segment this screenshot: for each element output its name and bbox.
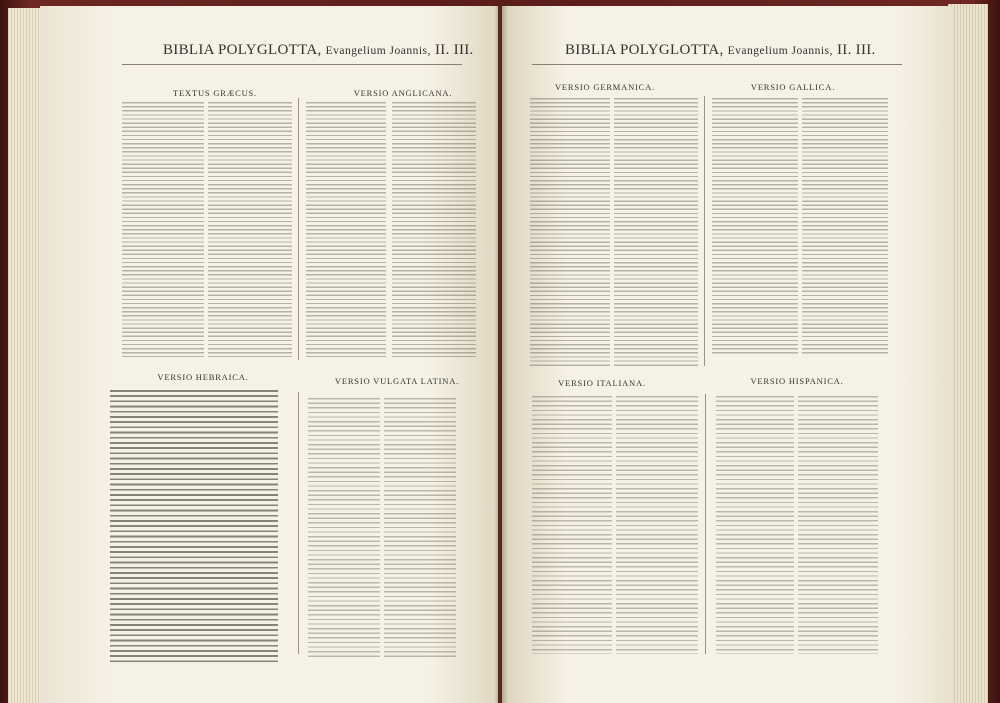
right-subtitle: Evangelium Joannis,	[727, 45, 833, 57]
col-versio-italiana: VERSIO ITALIANA.	[558, 378, 646, 388]
col-versio-hispanica: VERSIO HISPANICA.	[750, 376, 844, 386]
left-head-rule	[122, 64, 462, 65]
latin-text-a	[308, 398, 380, 660]
book-gutter	[494, 6, 508, 703]
column-divider-right	[704, 96, 705, 366]
english-text-b	[392, 102, 476, 357]
spanish-text-a	[716, 396, 794, 654]
left-title: BIBLIA POLYGLOTTA,	[163, 42, 322, 58]
german-text-a	[530, 98, 610, 366]
greek-text-a	[122, 102, 204, 357]
english-text-a	[306, 102, 386, 357]
left-subtitle: Evangelium Joannis,	[325, 45, 431, 57]
german-text-b	[614, 98, 698, 366]
greek-text-b	[208, 102, 292, 357]
right-page	[502, 6, 954, 703]
column-divider-lower	[298, 392, 299, 654]
hebrew-text	[110, 390, 278, 662]
latin-text-b	[384, 398, 456, 660]
left-running-head	[163, 42, 474, 59]
left-chapters: II. III.	[434, 42, 474, 58]
left-page	[40, 6, 498, 703]
right-head-rule	[532, 64, 902, 65]
french-text-a	[712, 98, 798, 356]
col-versio-gallica: VERSIO GALLICA.	[750, 82, 836, 92]
right-chapters: II. III.	[836, 42, 876, 58]
column-divider	[298, 98, 299, 360]
col-textus-graecus: TEXTUS GRÆCUS.	[173, 88, 257, 98]
spanish-text-b	[798, 396, 878, 654]
right-title: BIBLIA POLYGLOTTA,	[565, 42, 724, 58]
col-versio-hebraica: VERSIO HEBRAICA.	[157, 372, 249, 382]
french-text-b	[802, 98, 888, 356]
right-running-head	[565, 42, 876, 59]
column-divider-right-lower	[705, 394, 706, 654]
col-versio-vulgata: VERSIO VULGATA LATINA.	[334, 376, 460, 386]
page-edges-right	[948, 4, 988, 703]
col-versio-germanica: VERSIO GERMANICA.	[554, 82, 656, 92]
italian-text-a	[532, 396, 612, 654]
col-versio-anglicana: VERSIO ANGLICANA.	[353, 88, 453, 98]
italian-text-b	[616, 396, 698, 654]
